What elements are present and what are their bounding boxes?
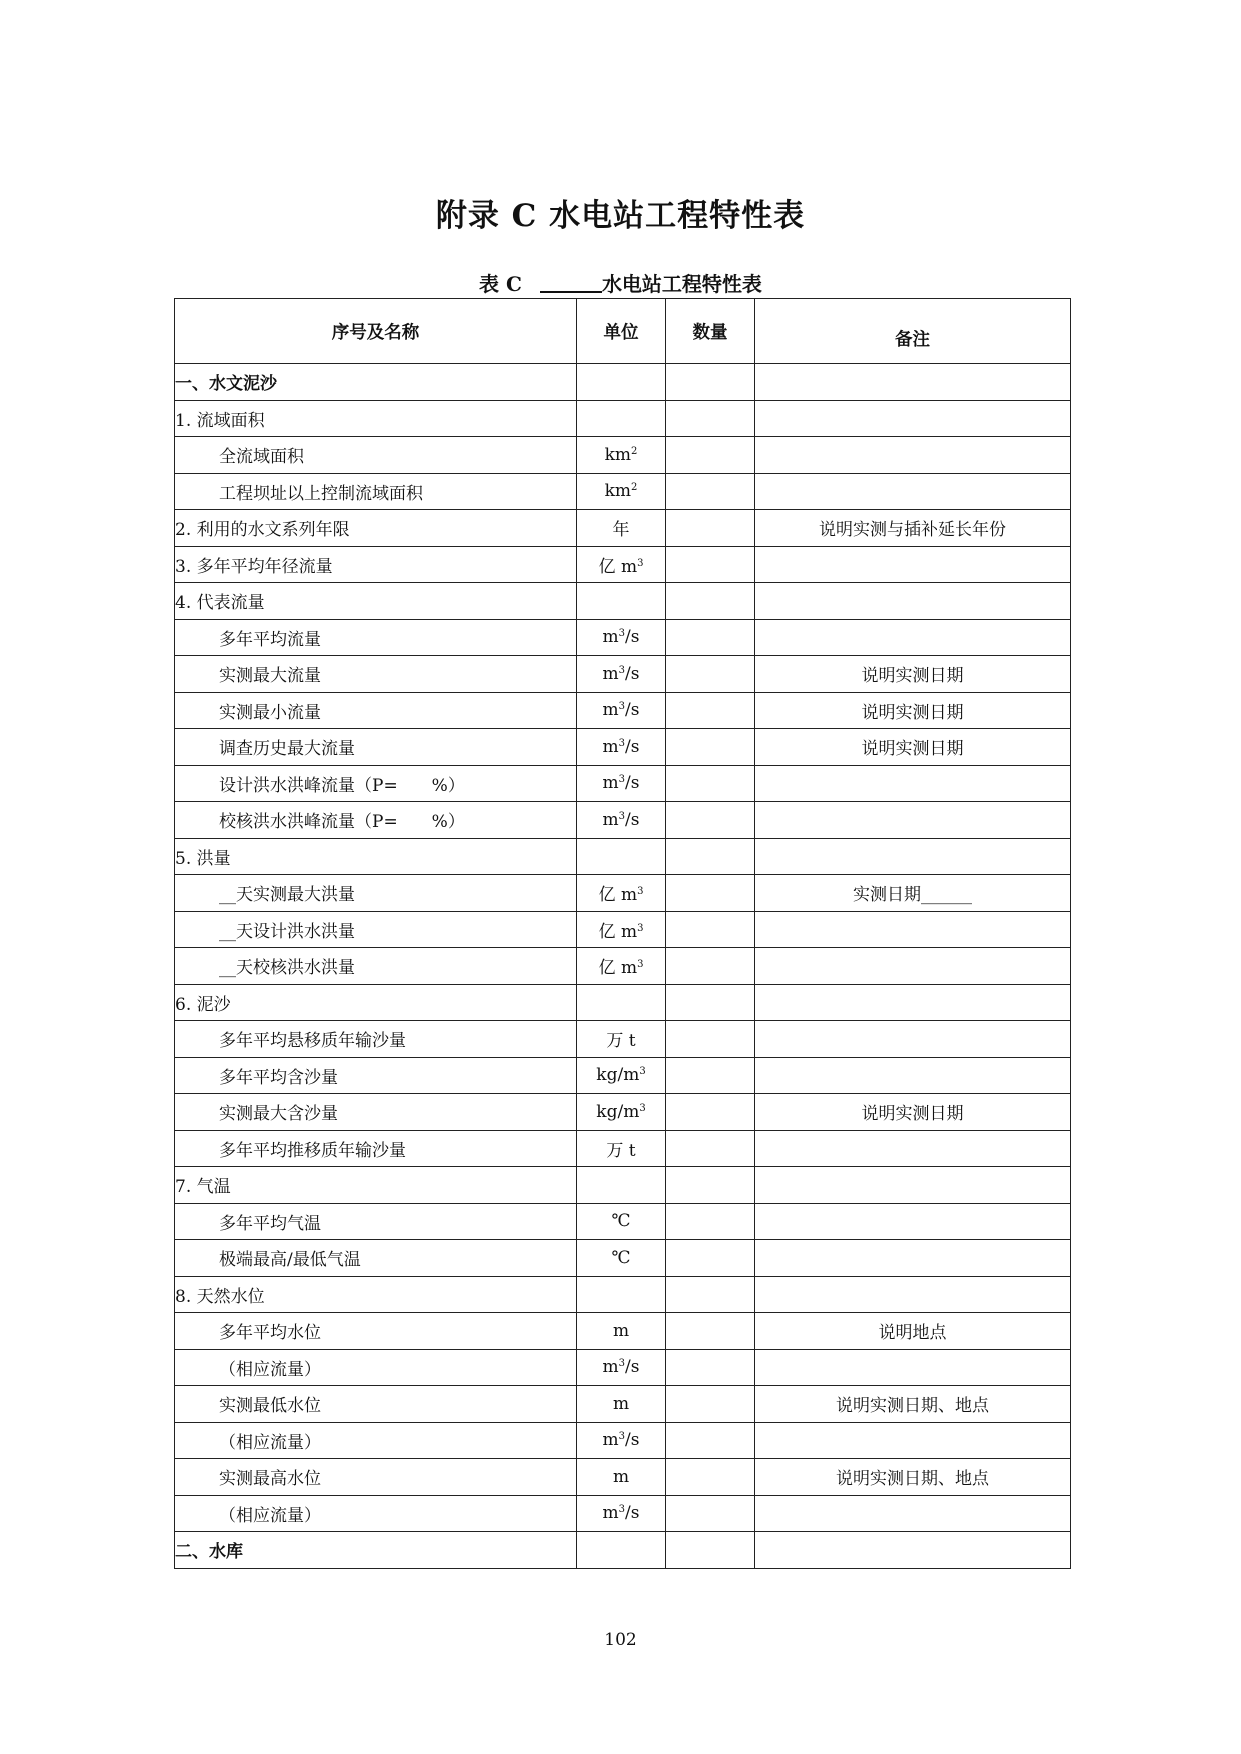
row-qty bbox=[666, 1313, 755, 1350]
unit-superscript: 3 bbox=[637, 557, 644, 569]
row-name: 多年平均推移质年输沙量 bbox=[175, 1130, 577, 1167]
row-note bbox=[755, 364, 1071, 401]
row-note bbox=[755, 1130, 1071, 1167]
table-header-row bbox=[175, 299, 1071, 364]
row-name: 一、水文泥沙 bbox=[175, 364, 577, 401]
row-note bbox=[755, 948, 1071, 985]
row-qty bbox=[666, 765, 755, 802]
row-unit bbox=[577, 1349, 666, 1386]
unit-superscript: 3 bbox=[618, 664, 626, 676]
row-name: 2. 利用的水文系列年限 bbox=[175, 510, 577, 547]
row-qty bbox=[666, 1167, 755, 1204]
row-note bbox=[755, 984, 1071, 1021]
row-name: （相应流量） bbox=[175, 1495, 577, 1532]
unit-base: 年 bbox=[612, 520, 630, 541]
header-name: 序号及名称 bbox=[175, 299, 577, 364]
table-row bbox=[175, 400, 1071, 437]
table-row bbox=[175, 692, 1071, 729]
header-qty: 数量 bbox=[666, 299, 755, 364]
row-name: 校核洪水洪峰流量（P= %） bbox=[175, 802, 577, 839]
row-name: __天校核洪水洪量 bbox=[175, 948, 577, 985]
row-unit bbox=[577, 437, 666, 474]
row-unit bbox=[577, 1021, 666, 1058]
unit-base: ℃ bbox=[611, 1211, 631, 1232]
table-row bbox=[175, 1349, 1071, 1386]
unit-base: kg/m bbox=[596, 1101, 640, 1122]
unit-superscript: 3 bbox=[639, 1066, 646, 1078]
row-name: 4. 代表流量 bbox=[175, 583, 577, 620]
row-qty bbox=[666, 802, 755, 839]
unit-base: m bbox=[602, 663, 619, 684]
row-name: __天设计洪水洪量 bbox=[175, 911, 577, 948]
row-qty bbox=[666, 1276, 755, 1313]
row-qty bbox=[666, 875, 755, 912]
unit-base: m bbox=[602, 773, 619, 794]
unit-base: 万 t bbox=[606, 1031, 636, 1052]
table-row bbox=[175, 1130, 1071, 1167]
header-note: 备注 bbox=[755, 299, 1071, 364]
unit-superscript: 3 bbox=[618, 1358, 626, 1370]
row-note bbox=[755, 802, 1071, 839]
table-row bbox=[175, 619, 1071, 656]
unit-base: m bbox=[602, 700, 619, 721]
row-note bbox=[755, 437, 1071, 474]
table-row bbox=[175, 583, 1071, 620]
unit-base: 万 t bbox=[606, 1140, 636, 1161]
row-note bbox=[755, 765, 1071, 802]
row-name: 7. 气温 bbox=[175, 1167, 577, 1204]
row-note bbox=[755, 473, 1071, 510]
row-note: 说明实测与插补延长年份 bbox=[755, 510, 1071, 547]
row-name: 8. 天然水位 bbox=[175, 1276, 577, 1313]
unit-suffix: /s bbox=[625, 700, 640, 721]
row-name: 1. 流域面积 bbox=[175, 400, 577, 437]
table-row bbox=[175, 875, 1071, 912]
row-note: 说明实测日期、地点 bbox=[755, 1386, 1071, 1423]
row-unit bbox=[577, 911, 666, 948]
row-unit bbox=[577, 838, 666, 875]
table-row bbox=[175, 838, 1071, 875]
row-name: 极端最高/最低气温 bbox=[175, 1240, 577, 1277]
table-body bbox=[175, 364, 1071, 1569]
row-name: 二、水库 bbox=[175, 1532, 577, 1569]
table-row bbox=[175, 1459, 1071, 1496]
row-unit bbox=[577, 546, 666, 583]
row-unit bbox=[577, 510, 666, 547]
row-name: 设计洪水洪峰流量（P= %） bbox=[175, 765, 577, 802]
unit-superscript: 3 bbox=[618, 1504, 626, 1516]
row-qty bbox=[666, 364, 755, 401]
unit-superscript: 3 bbox=[618, 810, 626, 822]
row-name: 全流域面积 bbox=[175, 437, 577, 474]
row-name: 实测最大含沙量 bbox=[175, 1094, 577, 1131]
row-note: 说明地点 bbox=[755, 1313, 1071, 1350]
table-row bbox=[175, 984, 1071, 1021]
row-qty bbox=[666, 1130, 755, 1167]
row-note bbox=[755, 1532, 1071, 1569]
row-name: 多年平均气温 bbox=[175, 1203, 577, 1240]
row-note: 说明实测日期 bbox=[755, 1094, 1071, 1131]
caption-blank bbox=[540, 273, 602, 293]
row-note bbox=[755, 1240, 1071, 1277]
row-unit bbox=[577, 364, 666, 401]
row-unit bbox=[577, 1276, 666, 1313]
row-name: 实测最小流量 bbox=[175, 692, 577, 729]
table-row bbox=[175, 364, 1071, 401]
unit-suffix: /s bbox=[625, 736, 640, 757]
header-unit: 单位 bbox=[577, 299, 666, 364]
row-qty bbox=[666, 583, 755, 620]
table-row bbox=[175, 1495, 1071, 1532]
unit-base: km bbox=[604, 481, 632, 502]
table-caption bbox=[0, 268, 1241, 297]
unit-base: 亿 m bbox=[598, 958, 638, 979]
row-qty bbox=[666, 546, 755, 583]
row-note bbox=[755, 1057, 1071, 1094]
row-unit bbox=[577, 619, 666, 656]
table-row bbox=[175, 765, 1071, 802]
row-unit bbox=[577, 1240, 666, 1277]
row-qty bbox=[666, 1532, 755, 1569]
unit-base: m bbox=[602, 627, 619, 648]
table-row bbox=[175, 437, 1071, 474]
row-qty bbox=[666, 1386, 755, 1423]
row-qty bbox=[666, 1495, 755, 1532]
row-note bbox=[755, 1349, 1071, 1386]
row-note: 说明实测日期 bbox=[755, 656, 1071, 693]
row-unit bbox=[577, 1495, 666, 1532]
table-row bbox=[175, 1240, 1071, 1277]
row-name: 调查历史最大流量 bbox=[175, 729, 577, 766]
row-unit bbox=[577, 875, 666, 912]
row-name: 多年平均水位 bbox=[175, 1313, 577, 1350]
row-note bbox=[755, 1167, 1071, 1204]
row-name: 多年平均流量 bbox=[175, 619, 577, 656]
unit-superscript: 2 bbox=[631, 445, 638, 457]
unit-superscript: 3 bbox=[637, 922, 644, 934]
row-qty bbox=[666, 1057, 755, 1094]
row-unit bbox=[577, 400, 666, 437]
row-qty bbox=[666, 1240, 755, 1277]
row-unit bbox=[577, 1532, 666, 1569]
row-unit bbox=[577, 1057, 666, 1094]
unit-superscript: 3 bbox=[618, 628, 626, 640]
unit-suffix: /s bbox=[625, 773, 640, 794]
unit-base: 亿 m bbox=[598, 885, 638, 906]
page-number: 102 bbox=[604, 1630, 637, 1650]
row-name: 3. 多年平均年径流量 bbox=[175, 546, 577, 583]
row-qty bbox=[666, 729, 755, 766]
table-row bbox=[175, 729, 1071, 766]
row-name: 多年平均含沙量 bbox=[175, 1057, 577, 1094]
table-row bbox=[175, 1276, 1071, 1313]
table-row bbox=[175, 473, 1071, 510]
table-row bbox=[175, 1057, 1071, 1094]
row-qty bbox=[666, 911, 755, 948]
table-row bbox=[175, 911, 1071, 948]
table-row bbox=[175, 1167, 1071, 1204]
row-qty bbox=[666, 1349, 755, 1386]
table-row bbox=[175, 546, 1071, 583]
row-note: 说明实测日期、地点 bbox=[755, 1459, 1071, 1496]
row-name: 6. 泥沙 bbox=[175, 984, 577, 1021]
row-name: 多年平均悬移质年输沙量 bbox=[175, 1021, 577, 1058]
row-qty bbox=[666, 1094, 755, 1131]
table-row bbox=[175, 656, 1071, 693]
caption-prefix: 表 C bbox=[479, 272, 522, 296]
row-note bbox=[755, 838, 1071, 875]
unit-base: km bbox=[604, 444, 632, 465]
unit-superscript: 3 bbox=[618, 774, 626, 786]
table-row bbox=[175, 1203, 1071, 1240]
row-note bbox=[755, 911, 1071, 948]
row-name: 实测最大流量 bbox=[175, 656, 577, 693]
unit-base: 亿 m bbox=[598, 921, 638, 942]
row-name: 实测最高水位 bbox=[175, 1459, 577, 1496]
unit-base: m bbox=[612, 1320, 630, 1341]
unit-superscript: 3 bbox=[639, 1102, 646, 1114]
row-qty bbox=[666, 510, 755, 547]
table-row bbox=[175, 948, 1071, 985]
row-name: （相应流量） bbox=[175, 1349, 577, 1386]
row-unit bbox=[577, 1203, 666, 1240]
row-unit bbox=[577, 656, 666, 693]
table-row bbox=[175, 510, 1071, 547]
row-qty bbox=[666, 473, 755, 510]
row-unit bbox=[577, 802, 666, 839]
table-row bbox=[175, 802, 1071, 839]
table-row bbox=[175, 1532, 1071, 1569]
row-name: （相应流量） bbox=[175, 1422, 577, 1459]
unit-suffix: /s bbox=[625, 627, 640, 648]
row-unit bbox=[577, 583, 666, 620]
row-unit bbox=[577, 984, 666, 1021]
row-qty bbox=[666, 984, 755, 1021]
page-title: 附录 C 水电站工程特性表 bbox=[435, 198, 806, 234]
caption-suffix: 水电站工程特性表 bbox=[601, 272, 762, 296]
row-note: 说明实测日期 bbox=[755, 692, 1071, 729]
unit-superscript: 3 bbox=[618, 737, 626, 749]
row-unit bbox=[577, 729, 666, 766]
row-qty bbox=[666, 656, 755, 693]
row-qty bbox=[666, 692, 755, 729]
row-name: 5. 洪量 bbox=[175, 838, 577, 875]
row-unit bbox=[577, 692, 666, 729]
row-note bbox=[755, 1276, 1071, 1313]
table-row bbox=[175, 1021, 1071, 1058]
row-qty bbox=[666, 948, 755, 985]
row-unit bbox=[577, 473, 666, 510]
row-unit bbox=[577, 1459, 666, 1496]
table-row bbox=[175, 1094, 1071, 1131]
row-note bbox=[755, 1021, 1071, 1058]
row-note bbox=[755, 619, 1071, 656]
unit-superscript: 3 bbox=[637, 959, 644, 971]
unit-base: 亿 m bbox=[598, 556, 638, 577]
row-name: __天实测最大洪量 bbox=[175, 875, 577, 912]
unit-base: m bbox=[612, 1466, 630, 1487]
row-qty bbox=[666, 619, 755, 656]
row-unit bbox=[577, 1313, 666, 1350]
unit-base: m bbox=[602, 1503, 619, 1524]
unit-suffix: /s bbox=[625, 663, 640, 684]
unit-superscript: 2 bbox=[631, 482, 638, 494]
table-row bbox=[175, 1422, 1071, 1459]
spec-table bbox=[174, 298, 1071, 1569]
unit-superscript: 3 bbox=[618, 1431, 626, 1443]
row-name: 工程坝址以上控制流域面积 bbox=[175, 473, 577, 510]
row-note: 实测日期______ bbox=[755, 875, 1071, 912]
row-qty bbox=[666, 1203, 755, 1240]
table-row bbox=[175, 1313, 1071, 1350]
unit-suffix: /s bbox=[625, 1430, 640, 1451]
row-unit bbox=[577, 1167, 666, 1204]
row-qty bbox=[666, 1422, 755, 1459]
unit-superscript: 3 bbox=[618, 701, 626, 713]
row-note bbox=[755, 546, 1071, 583]
unit-base: m bbox=[602, 1357, 619, 1378]
row-unit bbox=[577, 1422, 666, 1459]
unit-base: kg/m bbox=[596, 1065, 640, 1086]
unit-suffix: /s bbox=[625, 809, 640, 830]
row-qty bbox=[666, 838, 755, 875]
unit-superscript: 3 bbox=[637, 886, 644, 898]
row-unit bbox=[577, 1094, 666, 1131]
row-qty bbox=[666, 1459, 755, 1496]
row-note bbox=[755, 583, 1071, 620]
row-unit bbox=[577, 1130, 666, 1167]
row-note bbox=[755, 400, 1071, 437]
row-unit bbox=[577, 1386, 666, 1423]
unit-base: ℃ bbox=[611, 1247, 631, 1268]
unit-base: m bbox=[602, 736, 619, 757]
row-note bbox=[755, 1422, 1071, 1459]
row-qty bbox=[666, 437, 755, 474]
table-row bbox=[175, 1386, 1071, 1423]
row-note: 说明实测日期 bbox=[755, 729, 1071, 766]
unit-base: m bbox=[602, 809, 619, 830]
unit-base: m bbox=[612, 1393, 630, 1414]
row-note bbox=[755, 1495, 1071, 1532]
unit-suffix: /s bbox=[625, 1503, 640, 1524]
row-unit bbox=[577, 765, 666, 802]
unit-base: m bbox=[602, 1430, 619, 1451]
row-name: 实测最低水位 bbox=[175, 1386, 577, 1423]
row-unit bbox=[577, 948, 666, 985]
row-qty bbox=[666, 1021, 755, 1058]
row-qty bbox=[666, 400, 755, 437]
unit-suffix: /s bbox=[625, 1357, 640, 1378]
row-note bbox=[755, 1203, 1071, 1240]
